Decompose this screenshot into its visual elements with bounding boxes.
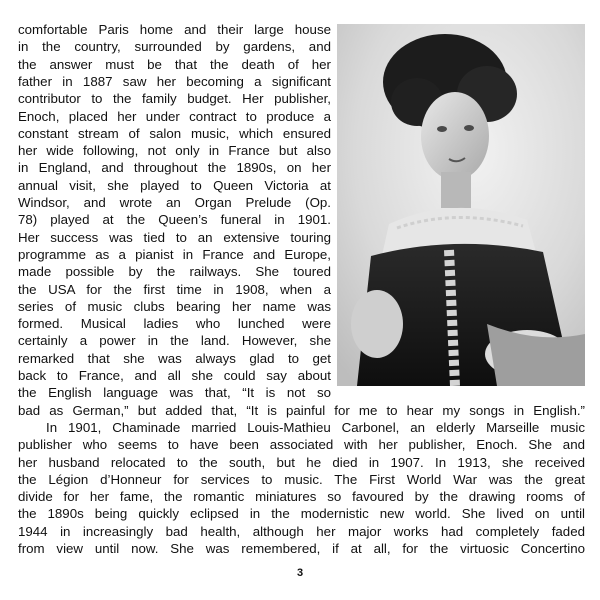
portrait-illustration: [337, 24, 585, 386]
text-line: the answer must be that the death of her: [18, 56, 331, 72]
text-line: the Légion d’Honneur for services to music. The First World War was the great: [18, 471, 585, 487]
text-line: from view until now. She was remembered, if at all, for the virtuosic Concertino: [18, 541, 585, 556]
text-line: annual visit, she played to Queen Victoria at: [18, 177, 331, 193]
text-line: the 1890s being quickly eclipsed in the modernistic new world. She lived on until: [18, 506, 585, 522]
text-line: constant stream of salon music, which ensured: [18, 125, 331, 141]
text-line: her husband relocated to the south, but he died in 1907. In 1913, she received: [18, 454, 585, 470]
text-line: back to France, and all she could say about: [18, 368, 331, 383]
text-line: Windsor, and wrote an Organ Prelude (Op.: [18, 195, 331, 210]
text-line: Her success was tied to an extensive touring: [18, 229, 331, 245]
text-line: contributor to the family budget. Her publisher,: [18, 91, 331, 107]
text-line: 78) played at the Queen’s funeral in 1901.: [18, 212, 331, 228]
text-line: Enoch, placed her under contract to produce a: [18, 108, 331, 124]
text-line: comfortable Paris home and their large house: [18, 22, 331, 37]
text-line: series of music clubs bearing her name was: [18, 298, 331, 314]
portrait-photo: [337, 24, 585, 386]
text-line: certainly a power in the land. However, she: [18, 333, 331, 349]
text-line: bad as German,” but added that, “It is painful for me to hear my songs in English.”: [18, 402, 585, 418]
text-line: father in 1887 saw her becoming a significant: [18, 73, 331, 89]
page-number: 3: [296, 567, 304, 579]
text-line: made possible by the railways. She toured: [18, 264, 331, 280]
text-line: programme as a pianist in France and Europe,: [18, 246, 331, 262]
text-line: formed. Musical ladies who lunched were: [18, 316, 331, 332]
paragraph-start-line: In 1901, Chaminade married Louis-Mathieu Carbonel, an elderly Marseille music: [46, 419, 585, 435]
text-line: the English language was that, “It is not so: [18, 385, 331, 401]
text-line: publisher who seems to have been associated with her publisher, Enoch. She and: [18, 437, 585, 453]
text-line: in England, and throughout the 1890s, on her: [18, 160, 331, 176]
text-line: divide for her fame, the romantic miniatures so favoured by the drawing rooms of: [18, 489, 585, 505]
text-line: the USA for the first time in 1908, when a: [18, 281, 331, 297]
text-line: her wide following, not only in France but also: [18, 143, 331, 159]
text-line: remarked that she was always glad to get: [18, 350, 331, 366]
text-line: 1944 in increasingly bad health, although her major works had completely faded: [18, 523, 585, 539]
text-line: in the country, surrounded by gardens, and: [18, 39, 331, 55]
